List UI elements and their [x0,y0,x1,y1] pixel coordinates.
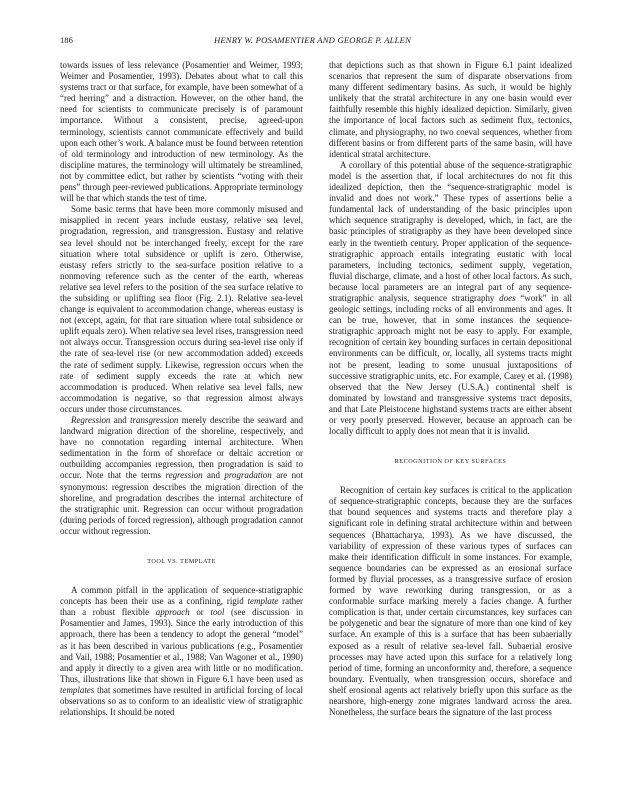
emphasis: regression [165,470,203,481]
text-run: merely describe the seaward and landward migration direction of the shoreline, respectively, and have no connotation regarding internal architecture. When sedimentation in the form of shoreface or deltaic accretion or outbuilding accompanies regression, then progradation is said to occur. Note that the terms [60,415,303,481]
page-number: 186 [60,35,73,45]
text-run: A corollary of this potential abuse of the sequence-stratigraphic model is the assertion that, if local architectures do not fit this idealized depiction, then the “sequence-stratigraphic model is invalid and does not work.” These types of assertions belie a fundamental lack of understanding of the basic principles upon which sequence stratigraphy is developed, which, in fact, are the basic principles of stratigraphy as they have been developed since early in the twentieth century. Proper application of the sequence-stratigraphic approach entails integrating eustatic with local parameters, including tectonics, sediment supply, vegetation, fluvial discharge, climate, and a host of other local factors. As such, because local parameters are an integral part of any sequence-stratigraphic analysis, sequence stratigraphy [329,159,572,303]
running-header [60,34,565,46]
text-run: are not synonymous: regression describes the migration direction of the shoreline, and progradation describes the internal architecture of the stratigraphic unit. Regression can occur without progradation (during periods of forced regression), although progradation cannot occur without regression. [60,470,303,536]
emphasis: tool [210,607,225,618]
right-column [329,60,572,782]
text-run: that sometimes have resulted in artificial forcing of local observations so as to conform to an idealistic view of stratigraphic relationships. It should be noted [60,684,303,718]
emphasis: template [247,596,279,607]
emphasis: transgression [130,415,179,425]
body-paragraph [60,415,303,537]
body-paragraph: Some basic terms that have been more commonly misused and misapplied in recent years include eustasy, relative sea level, progradation, regression, and transgression. Eustasy and relative sea level should not be interchanged freely, except for the rare situation where total subsidence or uplift is zero. Otherwise, eustasy refers strictly to the sea-surface position relative to a nonmoving reference such as the center of the earth, whereas relative sea level refers to the position of the sea surface relative to the subsiding or uplifting sea floor (Fig. 2.1). Relative sea-level change is equivalent to accommodation change, whereas eustasy is not (except, again, for that rare situation where total subsidence or uplift equals zero). When relative sea level rises, transgression need not always occur. Transgression occurs during sea-level rise only if the rate of sea-level rise (or new accommodation added) exceeds the rate of sediment supply. Likewise, regression occurs when the rate of sediment supply exceeds the rate at which new accommodation is produced. When relative sea level falls, new accommodation is negative, so that regression almost always occurs under those circumstances. [60,204,303,414]
emphasis: does [499,292,516,303]
emphasis: progradation [224,470,272,481]
text-run: rather than a robust flexible [60,596,303,618]
section-heading-tool-vs-template: TOOL VS. TEMPLATE [147,558,216,566]
section-heading-recognition-of-key-surfaces: RECOGNITION OF KEY SURFACES [394,458,507,466]
emphasis: templates [60,684,95,695]
emphasis: approach [155,607,190,618]
body-paragraph: that depictions such as that shown in Figure 6.1 paint idealized scenarios that represent the sum of disparate observations from many different sedimentary basins. As such, it would be highly unlikely that the stratal architecture in any one basin would ever faithfully resemble this highly idealized depiction. Similarly, given the importance of local factors such as sediment flux, tectonics, climate, and physiography, no two coeval sequences, whether from different basins or from different parts of the same basin, will have identical stratal architecture. [329,60,572,159]
running-head-authors: HENRY W. POSAMENTIER AND GEORGE P. ALLEN [213,35,412,45]
text-run: “work” in all geologic settings, including rocks of all environments and ages. It can be true, however, that in some instances the sequence-stratigraphic approach might not be easy to apply. For example, recognition of certain key bounding surfaces in certain depositional environments can be difficult, or, locally, all systems tracts might not be present, leading to some unusual juxtapositions of successive stratigraphic units, etc. For example, Carey et al. (1998) observed that the New Jersey (U.S.A.) continental shelf is dominated by lowstand and transgressive systems tract deposits, and that Late Pleistocene highstand systems tracts are either absent or very poorly preserved. However, because an approach can be locally difficult to apply does not mean that it is invalid. [329,292,572,437]
left-column [60,60,303,782]
body-paragraph [60,585,303,718]
body-paragraph [329,160,572,437]
text-run: (see discussion in Posamentier and James, 1993). Since the early introduction of this approach, there has been a tendency to adopt the general “model” as it has been described in various publications (e.g., Posamentier and Vail, 1988; Posamentier et al., 1988; Van Wagoner et al., 1990) and apply it directly to a given area with little or no modification. Thus, illustrations like that shown in Figure 6.1 have been used as [60,607,303,684]
text-run: A common pitfall in the application of sequence-stratigraphic concepts has been their use as a confining, rigid [60,585,303,607]
body-paragraph: Recognition of certain key surfaces is critical to the application of sequence-stratigraphic concepts, because they are the surfaces that bound sequences and systems tracts and therefore play a significant role in defining stratal architecture within and between sequences (Bhattacharya, 1993). As we have discussed, the variability of expression of these various types of surfaces can make their identification difficult in some instances. For example, sequence boundaries can be expressed as an erosional surface formed by fluvial processes, as a transgressive surface of erosion formed by wave reworking during transgression, or as a conformable surface marking merely a facies change. A further complication is that, under certain circumstances, key surfaces can be polygenetic and bear the signature of more than one kind of key surface. An example of this is a surface that has been subaerially exposed as a result of relative sea-level fall. Subaerial erosive processes may have acted upon this surface for a relatively long period of time, forming an unconformity and, therefore, a sequence boundary. Eventually, when transgression occurs, shoreface and shelf erosional agents act relatively briefly upon this surface as the nearshore, high-energy zone migrates landward across the area. Nonetheless, the surface bears the signature of the last process [329,485,572,718]
text-run: or [189,607,211,618]
text-run: and [110,415,131,425]
emphasis: Regression [71,415,111,425]
text-run: and [202,470,225,481]
body-paragraph: towards issues of less relevance (Posamentier and Weimer, 1993; Weimer and Posamentier, 1993). Debates about what to call this systems tract or that surface, for example, have been somewhat of a “red herring” and a distraction. However, on the other hand, the need for scientists to communicate precisely is of paramount importance. Without a consistent, precise, agreed-upon terminology, scientists cannot communicate effectively and build upon each other’s work. A balance must be found between retention of old terminology and introduction of new terminology. As the discipline matures, the terminology will ultimately be streamlined, not by committee edict, but rather by scientists “voting with their pens” through peer-reviewed publications. Appropriate terminology will be that which stands the test of time. [60,60,303,204]
